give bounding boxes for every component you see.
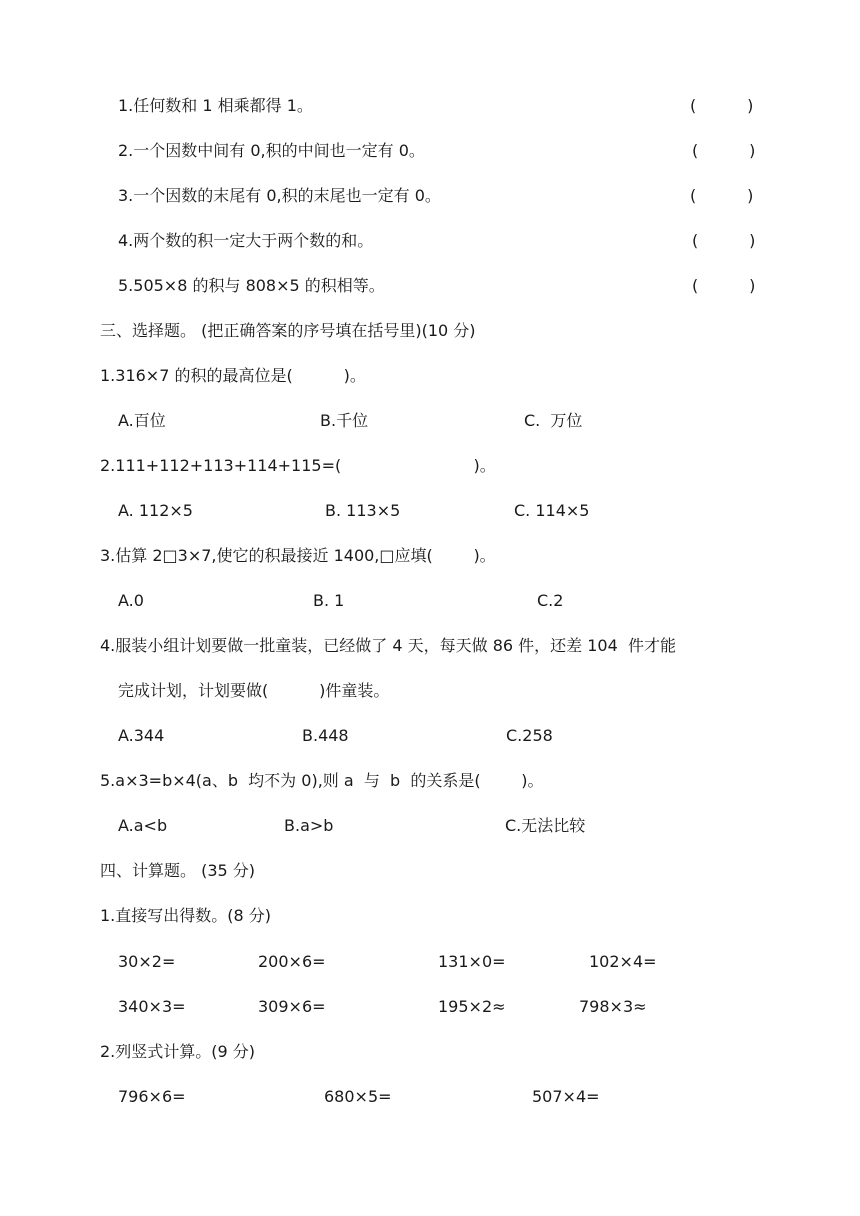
calc-item: 195×2≈ [438,997,506,1016]
q3-option-c[interactable]: C.2 [537,591,564,610]
q4-option-a[interactable]: A.344 [118,726,165,745]
calc-part2-title: 2.列竖式计算。(9 分) [100,1042,256,1061]
q4-option-b[interactable]: B.448 [302,726,349,745]
answer-paren-5[interactable]: ( ) [692,276,756,295]
choice-question-3: 3.估算 2□3×7,使它的积最接近 1400,□应填( )。 [100,546,496,565]
judge-item-5: 5.505×8 的积与 808×5 的积相等。 [118,276,385,295]
choice-question-2: 2.111+112+113+114+115=( )。 [100,456,496,475]
calc-item: 30×2= [118,952,176,971]
calc-item: 131×0= [438,952,506,971]
answer-paren-2[interactable]: ( ) [692,141,756,160]
vertical-calc-item: 507×4= [532,1087,600,1106]
q2-option-b[interactable]: B. 113×5 [325,501,401,520]
choice-question-4: 4.服装小组计划要做一批童装，已经做了 4 天，每天做 86 件，还差 104 件才能 [100,636,676,655]
q5-option-c[interactable]: C.无法比较 [505,816,586,835]
q4-option-c[interactable]: C.258 [506,726,553,745]
choice-question-1: 1.316×7 的积的最高位是( )。 [100,366,366,385]
q1-option-c[interactable]: C. 万位 [524,411,583,430]
answer-paren-3[interactable]: ( ) [690,186,754,205]
q2-option-a[interactable]: A. 112×5 [118,501,193,520]
section3-heading: 三、选择题。 (把正确答案的序号填在括号里)(10 分) [100,321,476,340]
calc-item: 200×6= [258,952,326,971]
judge-item-1: 1.任何数和 1 相乘都得 1。 [118,96,313,115]
choice-question-5: 5.a×3=b×4(a、b 均不为 0),则 a 与 b 的关系是( )。 [100,771,544,790]
calc-part1-title: 1.直接写出得数。(8 分) [100,906,272,925]
q1-option-a[interactable]: A.百位 [118,411,166,430]
vertical-calc-item: 796×6= [118,1087,186,1106]
q5-option-a[interactable]: A.a<b [118,816,168,835]
vertical-calc-item: 680×5= [324,1087,392,1106]
choice-question-4-cont: 完成计划，计划要做( )件童装。 [118,681,390,700]
q3-option-a[interactable]: A.0 [118,591,144,610]
judge-item-4: 4.两个数的积一定大于两个数的和。 [118,231,374,250]
q3-option-b[interactable]: B. 1 [313,591,345,610]
q1-option-b[interactable]: B.千位 [320,411,369,430]
section4-heading: 四、计算题。 (35 分) [100,861,256,880]
answer-paren-4[interactable]: ( ) [692,231,756,250]
calc-item: 102×4= [589,952,657,971]
q2-option-c[interactable]: C. 114×5 [514,501,590,520]
q5-option-b[interactable]: B.a>b [284,816,334,835]
calc-item: 798×3≈ [579,997,647,1016]
judge-item-2: 2.一个因数中间有 0,积的中间也一定有 0。 [118,141,425,160]
judge-item-3: 3.一个因数的末尾有 0,积的末尾也一定有 0。 [118,186,441,205]
answer-paren-1[interactable]: ( ) [690,96,754,115]
calc-item: 309×6= [258,997,326,1016]
calc-item: 340×3= [118,997,186,1016]
